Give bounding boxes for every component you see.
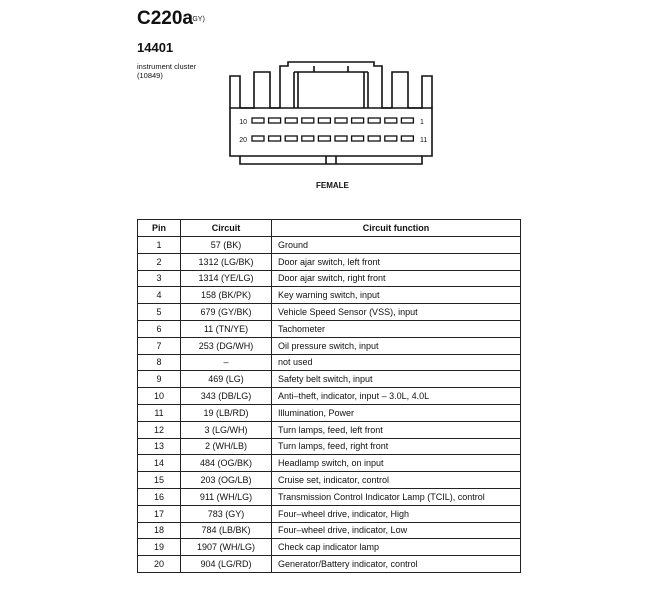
function-cell: not used (272, 354, 521, 371)
pin-cell: 12 (138, 421, 181, 438)
circuit-cell: 343 (DB/LG) (181, 388, 272, 405)
circuit-cell: 783 (GY) (181, 505, 272, 522)
table-row (138, 522, 521, 539)
table-row (138, 438, 521, 455)
pin-cell: 11 (138, 404, 181, 421)
function-cell: Door ajar switch, right front (272, 270, 521, 287)
circuit-cell: 679 (GY/BK) (181, 304, 272, 321)
header-circuit-function: Circuit function (272, 220, 521, 237)
function-cell: Check cap indicator lamp (272, 539, 521, 556)
pin-cell: 1 (138, 237, 181, 254)
function-cell: Safety belt switch, input (272, 371, 521, 388)
function-cell: Tachometer (272, 320, 521, 337)
table-row (138, 320, 521, 337)
pin-cavity-bottom-3 (285, 136, 297, 141)
pin-cell: 9 (138, 371, 181, 388)
function-cell: Four–wheel drive, indicator, High (272, 505, 521, 522)
pin-cell: 4 (138, 287, 181, 304)
function-cell: Vehicle Speed Sensor (VSS), input (272, 304, 521, 321)
table-row (138, 304, 521, 321)
table-row (138, 404, 521, 421)
function-cell: Anti–theft, indicator, input – 3.0L, 4.0L (272, 388, 521, 405)
connector-face-diagram (222, 60, 442, 175)
circuit-cell: 203 (OG/LB) (181, 472, 272, 489)
pin-cell: 18 (138, 522, 181, 539)
function-cell: Generator/Battery indicator, control (272, 556, 521, 573)
table-row (138, 270, 521, 287)
row-label-top-left: 10 (239, 119, 247, 126)
connector-outline (230, 62, 432, 164)
component-name: instrument cluster (137, 62, 197, 71)
table-row (138, 556, 521, 573)
function-cell: Transmission Control Indicator Lamp (TCIL), control (272, 488, 521, 505)
header-circuit: Circuit (181, 220, 272, 237)
pin-cavity-top-8 (368, 118, 380, 123)
function-cell: Four–wheel drive, indicator, Low (272, 522, 521, 539)
pin-cell: 19 (138, 539, 181, 556)
pin-cavity-top-10 (401, 118, 413, 123)
pin-cell: 10 (138, 388, 181, 405)
circuit-cell: 784 (LB/BK) (181, 522, 272, 539)
pin-cavity-top-2 (269, 118, 281, 123)
pin-cell: 13 (138, 438, 181, 455)
table-row (138, 505, 521, 522)
row-label-top-right: 1 (420, 119, 424, 126)
pin-cavity-top-3 (285, 118, 297, 123)
connector-gender-label: FEMALE (316, 181, 349, 190)
component-number: (10849) (137, 71, 163, 80)
pin-cavity-bottom-1 (252, 136, 264, 141)
header-pin: Pin (138, 220, 181, 237)
circuit-cell: 2 (WH/LB) (181, 438, 272, 455)
connector-color: (GY) (190, 16, 205, 23)
pin-cell: 14 (138, 455, 181, 472)
table-header-row (138, 220, 521, 237)
function-cell: Headlamp switch, on input (272, 455, 521, 472)
table-row (138, 421, 521, 438)
pin-cell: 6 (138, 320, 181, 337)
function-cell: Turn lamps, feed, right front (272, 438, 521, 455)
circuit-cell: 11 (TN/YE) (181, 320, 272, 337)
pin-cavity-top-7 (352, 118, 364, 123)
circuit-cell: 3 (LG/WH) (181, 421, 272, 438)
circuit-cell: 484 (OG/BK) (181, 455, 272, 472)
circuit-cell: – (181, 354, 272, 371)
function-cell: Cruise set, indicator, control (272, 472, 521, 489)
row-label-bottom-left: 20 (239, 137, 247, 144)
pin-cavity-top-6 (335, 118, 347, 123)
pin-cell: 8 (138, 354, 181, 371)
pin-cavity-bottom-2 (269, 136, 281, 141)
circuit-cell: 19 (LB/RD) (181, 404, 272, 421)
pin-cavity-bottom-8 (368, 136, 380, 141)
pin-cavity-top-9 (385, 118, 397, 123)
table-row (138, 253, 521, 270)
table-row (138, 337, 521, 354)
pinout-table (137, 219, 521, 573)
pin-cavity-top-4 (302, 118, 314, 123)
circuit-cell: 57 (BK) (181, 237, 272, 254)
pin-cavity-bottom-6 (335, 136, 347, 141)
circuit-cell: 253 (DG/WH) (181, 337, 272, 354)
table-row (138, 455, 521, 472)
function-cell: Ground (272, 237, 521, 254)
pin-cell: 7 (138, 337, 181, 354)
pin-cell: 20 (138, 556, 181, 573)
circuit-cell: 469 (LG) (181, 371, 272, 388)
connector-id: C220a (137, 8, 193, 29)
function-cell: Turn lamps, feed, left front (272, 421, 521, 438)
circuit-cell: 1314 (YE/LG) (181, 270, 272, 287)
circuit-cell: 904 (LG/RD) (181, 556, 272, 573)
circuit-cell: 911 (WH/LG) (181, 488, 272, 505)
table-row (138, 287, 521, 304)
circuit-cell: 158 (BK/PK) (181, 287, 272, 304)
pin-cavity-bottom-5 (318, 136, 330, 141)
pin-cavity-bottom-9 (385, 136, 397, 141)
pin-cavity-bottom-4 (302, 136, 314, 141)
pin-cavity-top-5 (318, 118, 330, 123)
row-label-bottom-right: 11 (420, 137, 428, 144)
pin-cell: 15 (138, 472, 181, 489)
table-row (138, 472, 521, 489)
pin-cavity-bottom-7 (352, 136, 364, 141)
table-row (138, 388, 521, 405)
pin-cavity-top-1 (252, 118, 264, 123)
part-number: 14401 (137, 40, 174, 55)
table-row (138, 354, 521, 371)
pin-cell: 16 (138, 488, 181, 505)
table-row (138, 539, 521, 556)
function-cell: Door ajar switch, left front (272, 253, 521, 270)
pin-cell: 17 (138, 505, 181, 522)
function-cell: Illumination, Power (272, 404, 521, 421)
function-cell: Key warning switch, input (272, 287, 521, 304)
circuit-cell: 1907 (WH/LG) (181, 539, 272, 556)
table-row (138, 237, 521, 254)
circuit-cell: 1312 (LG/BK) (181, 253, 272, 270)
pin-cavity-bottom-10 (401, 136, 413, 141)
function-cell: Oil pressure switch, input (272, 337, 521, 354)
pin-cell: 5 (138, 304, 181, 321)
table-row (138, 371, 521, 388)
table-row (138, 488, 521, 505)
pin-cell: 3 (138, 270, 181, 287)
pin-cell: 2 (138, 253, 181, 270)
